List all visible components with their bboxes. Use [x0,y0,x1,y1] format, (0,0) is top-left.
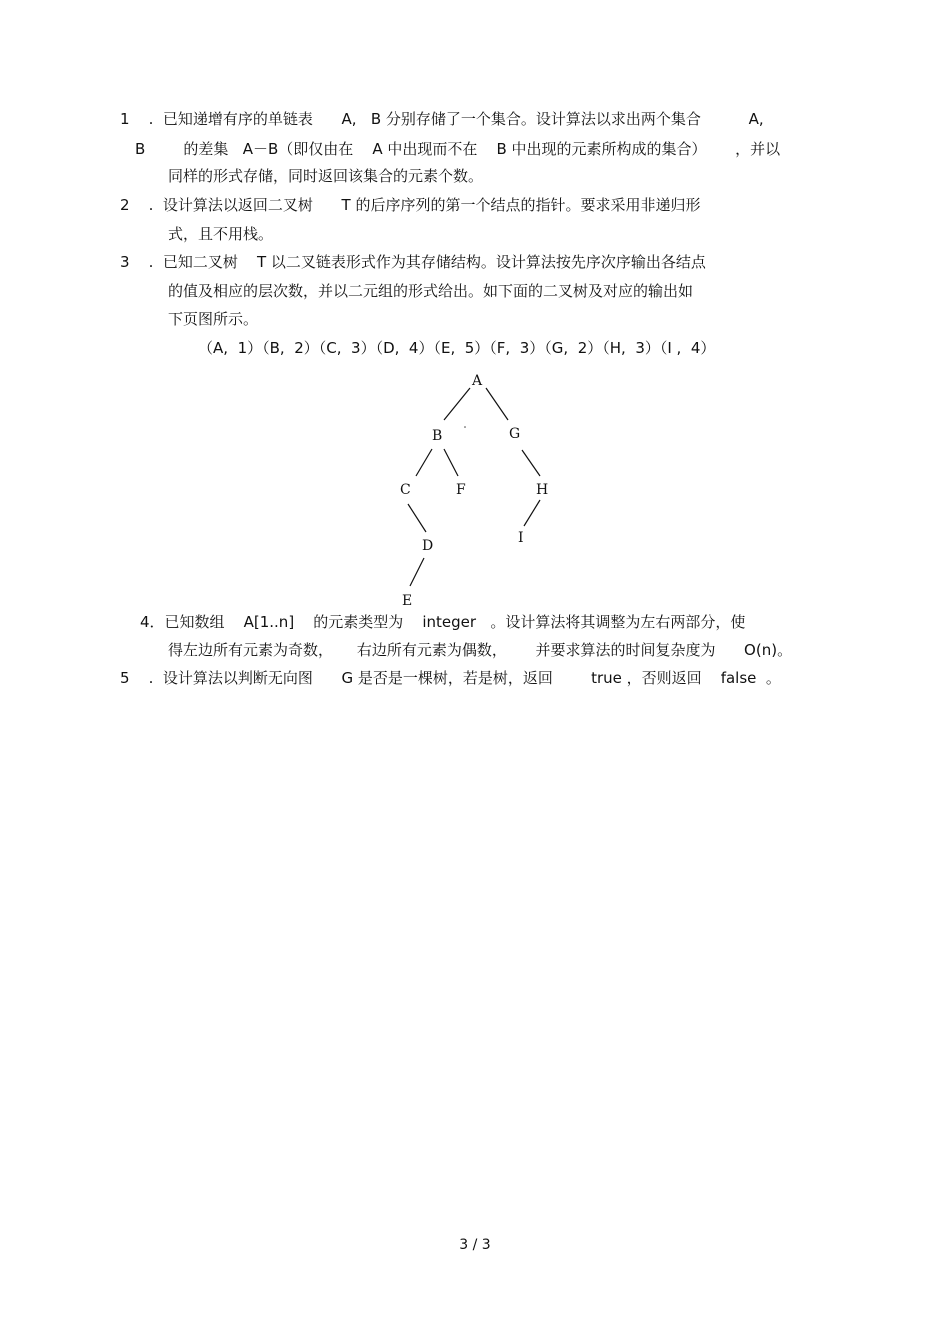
q4-line2: 得左边所有元素为奇数， 右边所有元素为偶数， 并要求算法的时间复杂度为 O(n)。 [168,641,793,659]
edge-g-h [522,450,540,476]
node-a: A [472,373,483,389]
edge-c-d [408,504,426,532]
q3-line1: 3 . 已知二叉树 T 以二叉链表形式作为其存储结构。设计算法按先序次序输出各结点 [120,253,706,271]
edge-d-e [410,558,424,586]
edge-b-c [416,449,432,476]
page-number: 3 / 3 [459,1237,491,1253]
edge-a-g [486,388,508,420]
q1-line2: B 的差集 A－B（即仅由在 A 中出现而不在 B 中出现的元素所构成的集合） ，并以 [135,140,781,158]
edge-a-b [444,388,470,420]
node-g: G [509,426,521,442]
q1-line3: 同样的形式存储，同时返回该集合的元素个数。 [168,167,484,185]
q3-line3: 下页图所示。 [168,310,259,328]
q2-line2: 式，且不用栈。 [168,225,274,243]
speck-mark [464,426,466,428]
node-b: B [432,428,443,444]
binary-tree-figure [380,360,580,610]
node-d: D [422,538,434,554]
q5-line1: 5 . 设计算法以判断无向图 G 是否是一棵树，若是树，返回 true ，否则返回 false 。 [120,669,781,687]
edge-b-f [444,449,458,476]
edge-h-i [524,500,540,526]
q1-line1: 1 . 已知递增有序的单链表 A, B 分别存储了一个集合。设计算法以求出两个集合 A, [120,110,764,128]
node-i: I [518,530,524,546]
q2-line1: 2 . 设计算法以返回二叉树 T 的后序序列的第一个结点的指针。要求采用非递归形 [120,196,701,214]
q3-line2: 的值及相应的层次数，并以二元组的形式给出。如下面的二叉树及对应的输出如 [168,282,694,300]
node-f: F [456,482,466,498]
node-e: E [402,593,413,609]
q3-output-sequence: （A, 1）（B, 2）（C, 3）（D, 4）（E, 5）（F, 3）（G, 2）（H, 3）（I , 4） [198,339,716,357]
node-c: C [400,482,411,498]
node-h: H [536,482,549,498]
q4-line1: 4．已知数组 A[1..n] 的元素类型为 integer 。设计算法将其调整为左右两部分，使 [140,613,746,631]
